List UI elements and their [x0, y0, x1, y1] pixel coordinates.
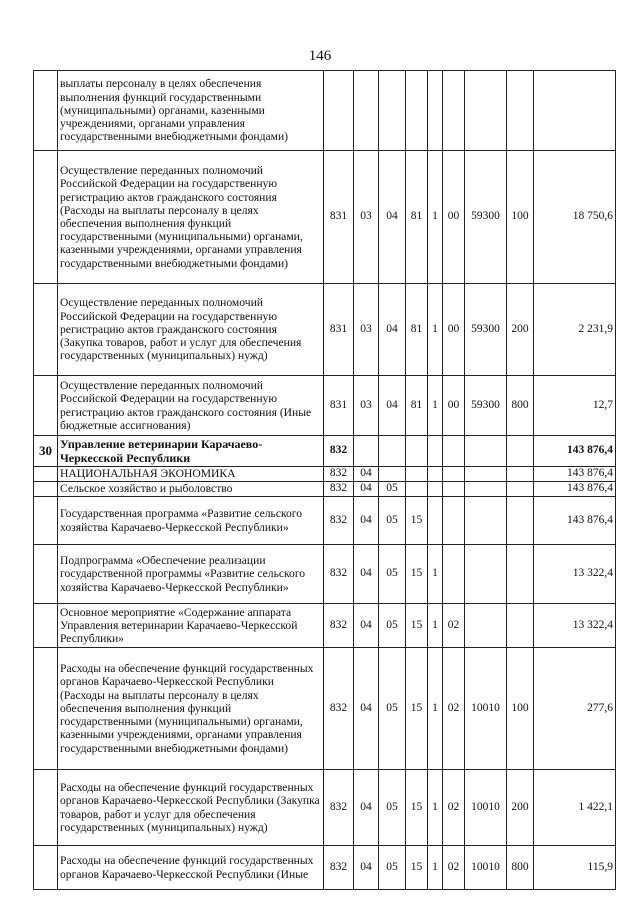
amount-cell: 143 876,4 [534, 436, 616, 467]
table-row [34, 376, 616, 436]
direction-code-cell: 10010 [465, 770, 507, 846]
direction-code-cell [465, 436, 507, 467]
activity-code-cell [443, 497, 465, 545]
expense-type-cell: 800 [507, 376, 534, 436]
row-number-cell [34, 545, 58, 604]
expense-type-cell: 200 [507, 284, 534, 376]
subprogram-code-cell: 1 [428, 770, 443, 846]
program-code-cell: 15 [406, 770, 428, 846]
expense-type-cell [507, 545, 534, 604]
subprogram-code-cell: 1 [428, 545, 443, 604]
item-name-cell: Расходы на обеспечение функций государственных органов Карачаево-Черкесской Республики (Иные [58, 846, 324, 890]
section-code-cell: 04 [354, 846, 379, 890]
subsection-code-cell: 05 [379, 604, 406, 648]
table-row [34, 284, 616, 376]
amount-cell: 13 322,4 [534, 604, 616, 648]
program-code-cell: 15 [406, 648, 428, 770]
direction-code-cell: 59300 [465, 284, 507, 376]
table-row [34, 467, 616, 482]
section-code-cell: 04 [354, 648, 379, 770]
program-code-cell: 15 [406, 604, 428, 648]
section-code-cell: 04 [354, 497, 379, 545]
table-row [34, 846, 616, 890]
row-number-cell [34, 284, 58, 376]
direction-code-cell: 10010 [465, 648, 507, 770]
table-row [34, 604, 616, 648]
section-code-cell: 04 [354, 482, 379, 497]
section-code-cell: 03 [354, 376, 379, 436]
activity-code-cell: 02 [443, 846, 465, 890]
direction-code-cell: 10010 [465, 846, 507, 890]
amount-cell: 143 876,4 [534, 497, 616, 545]
item-name-cell: Расходы на обеспечение функций государственных органов Карачаево-Черкесской Республики (Расходы на выплаты персоналу в целях обеспечения выполнения функций государственными (муниципальными) органами, казенными учреждениями, органами управления государственными внебюджетными фондами) [58, 648, 324, 770]
row-number-cell [34, 467, 58, 482]
section-code-cell: 03 [354, 151, 379, 284]
amount-cell: 18 750,6 [534, 151, 616, 284]
table-row [34, 497, 616, 545]
subprogram-code-cell: 1 [428, 604, 443, 648]
table-row [34, 545, 616, 604]
item-name-cell: Государственная программа «Развитие сельского хозяйства Карачаево-Черкесской Республики» [58, 497, 324, 545]
activity-code-cell [443, 482, 465, 497]
ministry-code-cell: 831 [324, 284, 354, 376]
subprogram-code-cell [428, 436, 443, 467]
section-code-cell: 04 [354, 545, 379, 604]
direction-code-cell: 59300 [465, 376, 507, 436]
budget-table [33, 70, 616, 890]
ministry-code-cell: 831 [324, 376, 354, 436]
expense-type-cell: 100 [507, 151, 534, 284]
subsection-code-cell: 05 [379, 497, 406, 545]
expense-type-cell: 800 [507, 846, 534, 890]
subsection-code-cell: 05 [379, 770, 406, 846]
subsection-code-cell: 05 [379, 482, 406, 497]
subprogram-code-cell: 1 [428, 648, 443, 770]
activity-code-cell: 02 [443, 770, 465, 846]
program-code-cell [406, 467, 428, 482]
ministry-code-cell: 832 [324, 467, 354, 482]
expense-type-cell: 200 [507, 770, 534, 846]
item-name-cell: Подпрограмма «Обеспечение реализации государственной программы «Развитие сельского хозяйства Карачаево-Черкесской Республики» [58, 545, 324, 604]
item-name-cell: Осуществление переданных полномочий Российской Федерации на государственную регистрацию актов гражданского состояния (Расходы на выплаты персоналу в целях обеспечения выполнения функций государственными (муниципальными) органами, казенными учреждениями, органами управления государственными внебюджетными фондами) [58, 151, 324, 284]
ministry-code-cell: 832 [324, 846, 354, 890]
direction-code-cell [465, 604, 507, 648]
row-number-cell [34, 846, 58, 890]
direction-code-cell [465, 467, 507, 482]
amount-cell: 1 422,1 [534, 770, 616, 846]
section-code-cell: 04 [354, 467, 379, 482]
activity-code-cell: 02 [443, 648, 465, 770]
subsection-code-cell [379, 436, 406, 467]
program-code-cell [406, 71, 428, 151]
item-name-cell: Управление ветеринарии Карачаево-Черкесской Республики [58, 436, 324, 467]
item-name-cell: Сельское хозяйство и рыболовство [58, 482, 324, 497]
subsection-code-cell: 05 [379, 846, 406, 890]
table-row [34, 71, 616, 151]
subsection-code-cell: 04 [379, 376, 406, 436]
direction-code-cell [465, 71, 507, 151]
expense-type-cell [507, 467, 534, 482]
program-code-cell: 15 [406, 846, 428, 890]
program-code-cell: 81 [406, 376, 428, 436]
program-code-cell [406, 482, 428, 497]
subprogram-code-cell: 1 [428, 846, 443, 890]
table-row [34, 151, 616, 284]
row-number-cell [34, 151, 58, 284]
item-name-cell: Основное мероприятие «Содержание аппарата Управления ветеринарии Карачаево-Черкесской Республики» [58, 604, 324, 648]
item-name-cell: Осуществление переданных полномочий Российской Федерации на государственную регистрацию актов гражданского состояния (Закупка товаров, работ и услуг для обеспечения государственных (муниципальных) нужд) [58, 284, 324, 376]
item-name-cell: выплаты персоналу в целях обеспечения выполнения функций государственными (муниципальными) органами, казенными учреждениями, органами управления государственными внебюджетными фондами) [58, 71, 324, 151]
subprogram-code-cell [428, 482, 443, 497]
section-code-cell: 04 [354, 770, 379, 846]
item-name-cell: Расходы на обеспечение функций государственных органов Карачаево-Черкесской Республики (Закупка товаров, работ и услуг для обеспечения государственных (муниципальных) нужд) [58, 770, 324, 846]
activity-code-cell [443, 71, 465, 151]
page-number: 146 [308, 48, 332, 64]
ministry-code-cell: 832 [324, 604, 354, 648]
row-number-cell [34, 648, 58, 770]
expense-type-cell [507, 71, 534, 151]
ministry-code-cell: 832 [324, 648, 354, 770]
amount-cell: 12,7 [534, 376, 616, 436]
row-number-cell: 30 [34, 436, 58, 467]
table-row [34, 648, 616, 770]
expense-type-cell [507, 482, 534, 497]
activity-code-cell: 00 [443, 151, 465, 284]
section-code-cell [354, 436, 379, 467]
row-number-cell [34, 71, 58, 151]
program-code-cell: 81 [406, 151, 428, 284]
amount-cell: 143 876,4 [534, 482, 616, 497]
ministry-code-cell: 832 [324, 770, 354, 846]
section-code-cell [354, 71, 379, 151]
amount-cell: 13 322,4 [534, 545, 616, 604]
table-row [34, 482, 616, 497]
subsection-code-cell: 04 [379, 151, 406, 284]
program-code-cell: 81 [406, 284, 428, 376]
activity-code-cell: 00 [443, 376, 465, 436]
subsection-code-cell [379, 467, 406, 482]
activity-code-cell [443, 467, 465, 482]
expense-type-cell [507, 436, 534, 467]
direction-code-cell [465, 497, 507, 545]
amount-cell: 143 876,4 [534, 467, 616, 482]
section-code-cell: 03 [354, 284, 379, 376]
subprogram-code-cell [428, 467, 443, 482]
activity-code-cell: 00 [443, 284, 465, 376]
row-number-cell [34, 376, 58, 436]
subsection-code-cell [379, 71, 406, 151]
amount-cell: 115,9 [534, 846, 616, 890]
program-code-cell [406, 436, 428, 467]
amount-cell: 2 231,9 [534, 284, 616, 376]
subprogram-code-cell: 1 [428, 284, 443, 376]
program-code-cell: 15 [406, 497, 428, 545]
expense-type-cell [507, 604, 534, 648]
activity-code-cell [443, 436, 465, 467]
subprogram-code-cell [428, 497, 443, 545]
row-number-cell [34, 497, 58, 545]
amount-cell: 277,6 [534, 648, 616, 770]
section-code-cell: 04 [354, 604, 379, 648]
expense-type-cell [507, 497, 534, 545]
ministry-code-cell: 832 [324, 482, 354, 497]
table-row [34, 436, 616, 467]
ministry-code-cell: 832 [324, 545, 354, 604]
expense-type-cell: 100 [507, 648, 534, 770]
direction-code-cell [465, 545, 507, 604]
ministry-code-cell: 832 [324, 497, 354, 545]
activity-code-cell: 02 [443, 604, 465, 648]
item-name-cell: НАЦИОНАЛЬНАЯ ЭКОНОМИКА [58, 467, 324, 482]
direction-code-cell [465, 482, 507, 497]
row-number-cell [34, 482, 58, 497]
ministry-code-cell: 832 [324, 436, 354, 467]
ministry-code-cell: 831 [324, 151, 354, 284]
row-number-cell [34, 604, 58, 648]
item-name-cell: Осуществление переданных полномочий Российской Федерации на государственную регистрацию актов гражданского состояния (Иные бюджетные ассигнования) [58, 376, 324, 436]
subsection-code-cell: 05 [379, 545, 406, 604]
subsection-code-cell: 05 [379, 648, 406, 770]
subprogram-code-cell: 1 [428, 151, 443, 284]
direction-code-cell: 59300 [465, 151, 507, 284]
program-code-cell: 15 [406, 545, 428, 604]
subprogram-code-cell [428, 71, 443, 151]
activity-code-cell [443, 545, 465, 604]
row-number-cell [34, 770, 58, 846]
subprogram-code-cell: 1 [428, 376, 443, 436]
subsection-code-cell: 04 [379, 284, 406, 376]
table-row [34, 770, 616, 846]
amount-cell [534, 71, 616, 151]
ministry-code-cell [324, 71, 354, 151]
